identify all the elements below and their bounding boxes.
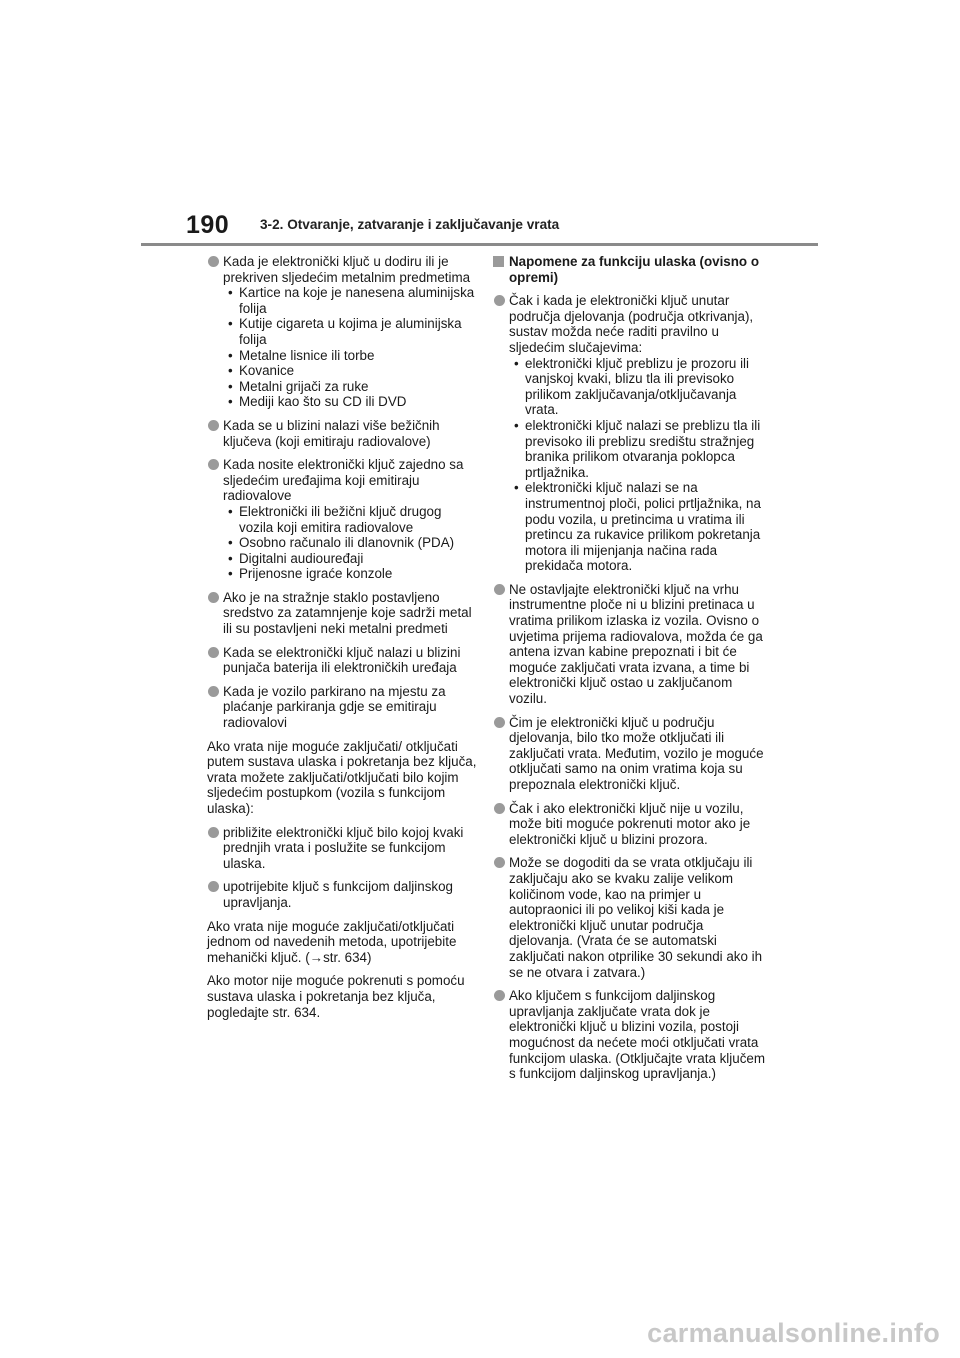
bullet-item <box>493 293 768 574</box>
bullet-text: Može se dogoditi da se vrata otključaju ili zaključaju ako se kvaku zalije velikom količinom vode, kao na primjer u autopraonici ili po velikoj kiši kada je elektronički ključ unutar područja djelovanja. (Vrata će se automatski zaključati nakon otprilike 30 sekundi ako ih se ne otvara i zatvara.) <box>509 855 763 980</box>
bullet-text: Kada se elektronički ključ nalazi u blizini punjača baterija ili elektroničkih uređaja <box>223 644 461 676</box>
bullet-text: Kada se u blizini nalazi više bežičnih ključeva (koji emitiraju radiovalove) <box>223 417 440 449</box>
bullet-item <box>207 825 479 872</box>
sub-item: • Mediji kao što su CD ili DVD <box>228 394 407 410</box>
bullet-dot-icon <box>494 584 505 595</box>
bullet-item <box>207 254 479 410</box>
bullet-dot-icon <box>208 827 219 838</box>
bullet-text: Čim je elektronički ključ u području djelovanja, bilo tko može otključati ili zaključati vrata. Međutim, vozilo je moguće otključati samo na onim vratima koja su prepoznala elektronički ključ. <box>509 714 764 792</box>
section-title: 3-2. Otvaranje, zatvaranje i zaključavanje vrata <box>260 217 560 232</box>
sub-item: • Elektronički ili bežični ključ drugog vozila koji emitira radiovalove <box>228 503 442 535</box>
bullet-text: Kada nosite elektronički ključ zajedno sa sljedećim uređajima koji emitiraju radiovalove <box>223 457 464 504</box>
bullet-dot-icon <box>208 459 219 470</box>
sub-item: • Kartice na koje je nanesena aluminijska folija <box>228 285 475 316</box>
sub-item: • Osobno računalo ili dlanovnik (PDA) <box>228 535 455 551</box>
bullet-item <box>207 590 479 637</box>
sub-item: • Metalni grijači za ruke <box>228 378 369 394</box>
bullet-text: Čak i ako elektronički ključ nije u vozilu, može biti moguće pokrenuti motor ako je elektronički ključ u blizini prozora. <box>509 800 751 847</box>
left-column <box>207 254 479 1028</box>
bullet-item <box>493 582 768 707</box>
bullet-text: Kada je elektronički ključ u dodiru ili je prekriven sljedećim metalnim predmetima <box>223 254 471 285</box>
bullet-item <box>207 879 479 910</box>
bullet-text: Ne ostavljajte elektronički ključ na vrhu instrumentne ploče ni u blizini pretinaca u vratima prilikom izlaska iz vozila. Ovisno o uvjetima prijema radiovalova, možda će ga antena izvan kabine prepoznati i bit će moguće zaključati vrata izvana, a time bi elektronički ključ ostao u zaključanom vozilu. <box>509 581 763 707</box>
bullet-dot-icon <box>494 990 505 1001</box>
bullet-item <box>493 988 768 1082</box>
bullet-dot-icon <box>208 881 219 892</box>
bullet-dot-icon <box>208 592 219 603</box>
sub-item: • Metalne lisnice ili torbe <box>228 347 375 363</box>
header-divider <box>141 243 818 246</box>
bullet-dot-icon <box>208 686 219 697</box>
bullet-text: Ako je na stražnje staklo postavljeno sredstvo za zatamnjenje koje sadrži metal ili su postavljeni neki metalni predmeti <box>223 589 472 637</box>
paragraph: Ako motor nije moguće pokrenuti s pomoću sustava ulaska i pokretanja bez ključa, pogledajte str. 634. <box>207 973 465 1020</box>
bullet-item <box>493 715 768 793</box>
bullet-item <box>493 801 768 848</box>
bullet-text: Ako ključem s funkcijom daljinskog upravljanja zaključate vrata dok je elektronički ključ u blizini vozila, postoji mogućnost da nećete moći otključati vrata funkcijom ulaska. (Otključajte vrata ključem s funkcijom daljinskog upravljanja.) <box>509 988 765 1082</box>
sub-item: • Kovanice <box>228 363 295 379</box>
sub-item: • elektronički ključ preblizu je prozoru ili vanjskoj kvaki, blizu tla ili previsoko prilikom zaključavanja/otključavanja vrata. <box>514 355 750 418</box>
sub-item: • Digitalni audiouređaji <box>228 550 364 566</box>
bullet-dot-icon <box>494 857 505 868</box>
paragraph: Ako vrata nije moguće zaključati/otključati jednom od navedenih metoda, upotrijebite mehanički ključ. (→str. 634) <box>207 918 457 965</box>
watermark: carmanualsonline.info <box>647 1318 940 1348</box>
page-number: 190 <box>186 211 230 239</box>
bullet-text: upotrijebite ključ s funkcijom daljinskog upravljanja. <box>223 879 453 910</box>
notes-heading <box>493 254 768 285</box>
bullet-item <box>207 645 479 676</box>
notes-heading-text: Napomene za funkciju ulaska (ovisno o opremi) <box>509 254 760 285</box>
bullet-item <box>207 684 479 731</box>
bullet-dot-icon <box>208 256 219 267</box>
bullet-text: približite elektronički ključ bilo kojoj kvaki prednjih vrata i poslužite se funkcijom ulaska. <box>223 824 464 871</box>
sub-item: • Kutije cigareta u kojima je aluminijska folija <box>228 316 462 347</box>
bullet-dot-icon <box>494 717 505 728</box>
bullet-dot-icon <box>208 647 219 658</box>
bullet-dot-icon <box>208 420 219 431</box>
bullet-text: Kada je vozilo parkirano na mjestu za plaćanje parkiranja gdje se emitiraju radiovalovi <box>223 683 446 731</box>
paragraph: Ako vrata nije moguće zaključati/ otključati putem sustava ulaska i pokretanja bez ključa, vrata možete zaključati/otključati bilo kojim sljedećim postupkom (vozila s funkcijom ulaska): <box>207 738 477 816</box>
sub-item: • elektronički ključ nalazi se preblizu tla ili previsoko ili preblizu središtu stražnjeg branika prilikom otvaranja poklopca prtljažnika. <box>514 417 761 480</box>
sub-item: • elektronički ključ nalazi se na instrumentnoj ploči, polici prtljažnika, na podu vozila, u pretincima u vratima ili pretincu za rukavice prilikom pokretanja motora ili mijenjanja načina rada prekidača motora. <box>514 480 761 574</box>
bullet-text: Čak i kada je elektronički ključ unutar područja djelovanja (područja otkrivanja), sustav možda neće raditi pravilno u sljedećim slučajevima: <box>509 293 754 355</box>
bullet-dot-icon <box>494 803 505 814</box>
right-column <box>493 254 768 1090</box>
bullet-item <box>493 855 768 980</box>
bullet-dot-icon <box>494 295 505 306</box>
bullet-item <box>207 457 479 582</box>
bullet-item <box>207 418 479 449</box>
sub-item: • Prijenosne igraće konzole <box>228 566 393 582</box>
square-bullet-icon <box>493 256 504 267</box>
